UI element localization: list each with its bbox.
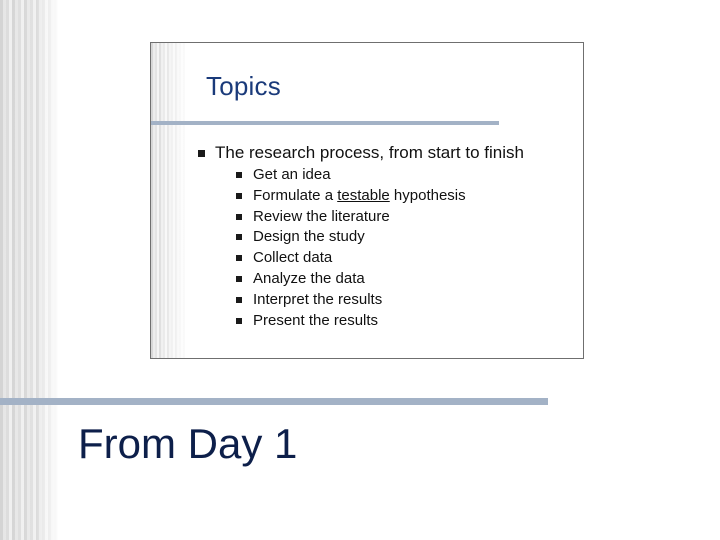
sub-bullet-text: Design the study bbox=[253, 228, 365, 246]
embedded-slide-stripes bbox=[151, 43, 185, 358]
square-bullet-icon bbox=[236, 214, 242, 220]
square-bullet-icon bbox=[236, 193, 242, 199]
square-bullet-icon bbox=[236, 297, 242, 303]
sub-bullet-item bbox=[235, 248, 524, 269]
sub-bullet-text: Formulate a bbox=[253, 186, 338, 204]
slide-title: From Day 1 bbox=[78, 420, 298, 467]
sub-bullet-item bbox=[235, 227, 524, 248]
sub-bullet-text: Interpret the results bbox=[253, 290, 383, 308]
square-bullet-icon bbox=[236, 318, 242, 324]
embedded-slide-title: Topics bbox=[206, 71, 281, 101]
sub-bullet-item bbox=[235, 207, 524, 228]
sub-bullet-text: Get an idea bbox=[253, 166, 331, 183]
sub-bullet-item bbox=[235, 269, 524, 290]
sub-bullet-underlined-text: testable bbox=[337, 186, 390, 204]
sub-bullet-text: Collect data bbox=[253, 249, 333, 267]
sub-bullet-item bbox=[235, 311, 524, 332]
decorative-stripes bbox=[0, 0, 58, 540]
square-bullet-icon bbox=[236, 172, 242, 178]
square-bullet-icon bbox=[198, 150, 205, 157]
sub-bullet-text-suffix: hypothesis bbox=[389, 186, 466, 204]
embedded-slide-divider bbox=[151, 121, 499, 125]
title-divider bbox=[0, 398, 548, 405]
sub-bullet-item bbox=[235, 186, 524, 207]
sub-bullet-text: Review the literature bbox=[253, 207, 390, 225]
sub-bullet-item bbox=[235, 165, 524, 186]
sub-bullet-list bbox=[235, 165, 524, 331]
main-bullet-item bbox=[197, 143, 524, 331]
embedded-slide-image bbox=[150, 42, 584, 359]
sub-bullet-text: Present the results bbox=[253, 311, 379, 329]
embedded-slide-bullet-list bbox=[197, 143, 524, 331]
square-bullet-icon bbox=[236, 276, 242, 282]
sub-bullet-item bbox=[235, 290, 524, 311]
square-bullet-icon bbox=[236, 255, 242, 261]
main-bullet-text: The research process, from start to finish bbox=[215, 143, 524, 162]
square-bullet-icon bbox=[236, 234, 242, 240]
sub-bullet-text: Analyze the data bbox=[253, 269, 365, 287]
